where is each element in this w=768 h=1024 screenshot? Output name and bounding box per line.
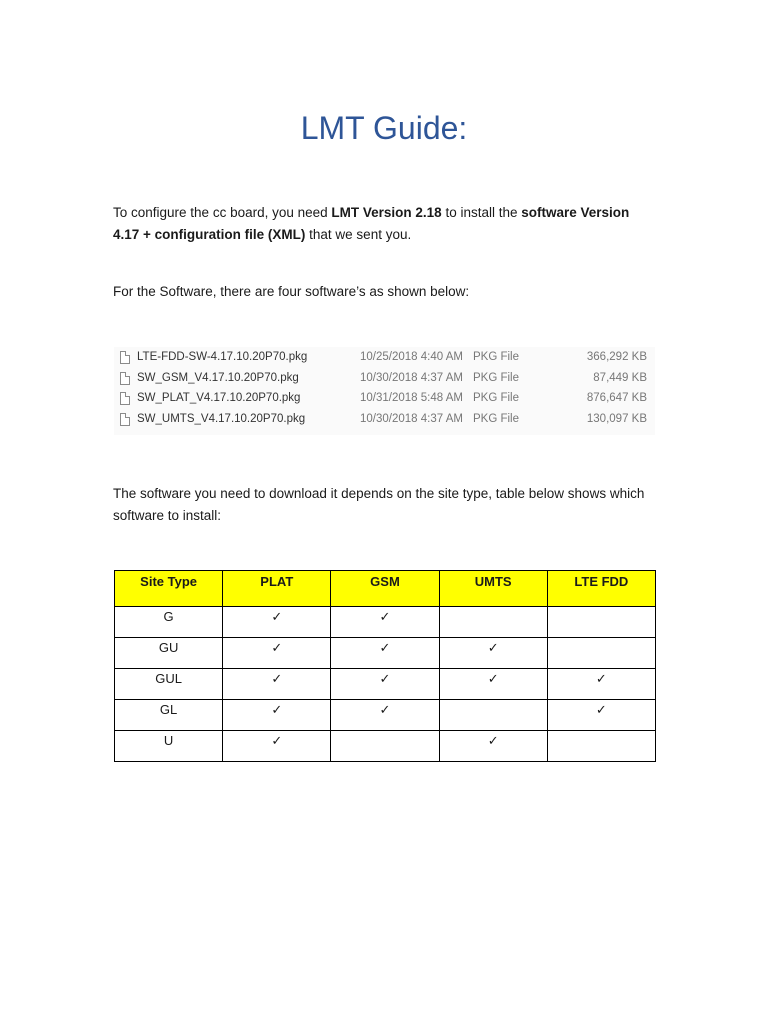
file-date: 10/30/2018 4:37 AM: [360, 371, 463, 384]
page-title: LMT Guide:: [300, 110, 468, 146]
file-type: PKG File: [473, 351, 520, 363]
header-umts: UMTS: [439, 571, 547, 607]
cell-plat: ✓: [223, 638, 331, 669]
cell-umts: ✓: [439, 638, 547, 669]
intro-text-1: To configure the cc board, you need: [113, 205, 332, 220]
file-row[interactable]: [114, 409, 655, 430]
table-row: [115, 669, 656, 700]
file-name: SW_PLAT_V4.17.10.20P70.pkg: [137, 392, 301, 404]
file-name: SW_UMTS_V4.17.10.20P70.pkg: [137, 412, 306, 425]
file-name: LTE-FDD-SW-4.17.10.20P70.pkg: [137, 351, 308, 363]
table-row: [115, 700, 656, 731]
cell-plat: ✓: [223, 607, 331, 638]
table-intro: The software you need to download it depends on the site type, table below shows which software to install:: [113, 486, 645, 523]
file-icon: [120, 392, 130, 405]
cell-plat: ✓: [223, 700, 331, 731]
file-icon: [120, 372, 130, 385]
site-software-table: [114, 570, 656, 762]
file-icon: [120, 351, 130, 364]
file-size: 87,449 KB: [593, 371, 647, 384]
intro-lmt-version: LMT Version 2.18: [331, 205, 442, 220]
cell-site-type: GU: [115, 638, 223, 669]
cell-gsm: ✓: [331, 638, 439, 669]
cell-site-type: GUL: [115, 669, 223, 700]
file-row[interactable]: [114, 347, 655, 368]
file-name: SW_GSM_V4.17.10.20P70.pkg: [137, 371, 299, 384]
cell-site-type: GL: [115, 700, 223, 731]
file-date: 10/30/2018 4:37 AM: [360, 412, 463, 425]
cell-plat: ✓: [223, 731, 331, 762]
cell-plat: ✓: [223, 669, 331, 700]
file-date: 10/25/2018 4:40 AM: [360, 351, 463, 363]
header-lte-fdd: LTE FDD: [547, 571, 655, 607]
cell-umts: [439, 607, 547, 638]
cell-gsm: ✓: [331, 700, 439, 731]
table-header-row: [115, 571, 656, 607]
cell-lte-fdd: ✓: [547, 669, 655, 700]
cell-lte-fdd: ✓: [547, 700, 655, 731]
intro-text-3: that we sent you.: [305, 227, 412, 242]
cell-umts: ✓: [439, 669, 547, 700]
cell-gsm: ✓: [331, 669, 439, 700]
cell-lte-fdd: [547, 607, 655, 638]
file-row[interactable]: [114, 368, 655, 389]
cell-lte-fdd: [547, 638, 655, 669]
header-gsm: GSM: [331, 571, 439, 607]
cell-lte-fdd: [547, 731, 655, 762]
file-type: PKG File: [473, 371, 520, 384]
cell-umts: ✓: [439, 731, 547, 762]
file-row[interactable]: [114, 388, 655, 409]
table-row: [115, 607, 656, 638]
header-plat: PLAT: [223, 571, 331, 607]
cell-site-type: G: [115, 607, 223, 638]
file-size: 130,097 KB: [586, 412, 647, 425]
cell-gsm: ✓: [331, 607, 439, 638]
file-date: 10/31/2018 5:48 AM: [360, 392, 463, 404]
file-type: PKG File: [473, 412, 520, 425]
intro-text-2: to install the: [441, 205, 522, 220]
intro-software-version: software Version 4.17 + configuration file (XML): [113, 205, 630, 242]
cell-umts: [439, 700, 547, 731]
cell-site-type: U: [115, 731, 223, 762]
cell-gsm: [331, 731, 439, 762]
table-row: [115, 731, 656, 762]
file-icon: [120, 413, 130, 426]
table-row: [115, 638, 656, 669]
file-size: 366,292 KB: [586, 351, 647, 363]
header-site-type: Site Type: [115, 571, 223, 607]
intro-paragraph: [113, 202, 658, 246]
file-type: PKG File: [473, 392, 520, 404]
file-list: [114, 347, 655, 435]
software-intro: For the Software, there are four software’s as shown below:: [113, 284, 470, 299]
file-size: 876,647 KB: [586, 392, 647, 404]
